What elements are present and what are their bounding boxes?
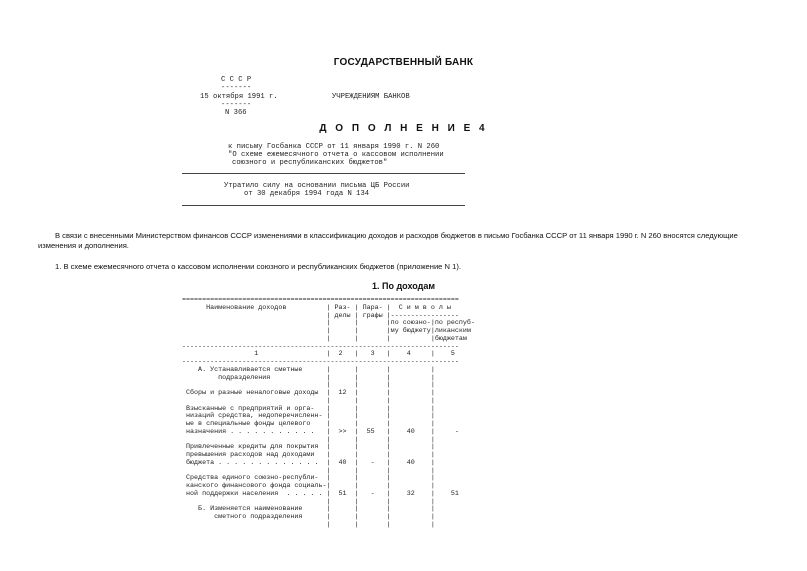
header-ussr: С С С Р xyxy=(221,76,252,84)
header-ussr-rule: ------- xyxy=(221,84,252,92)
header-date: 15 октября 1991 г. xyxy=(200,93,278,101)
table-line: | делы | графы |----------------- xyxy=(182,311,459,320)
table-line: канского финансового фонда социаль-| | | | xyxy=(182,482,435,490)
table-line: подразделения | | | | xyxy=(182,373,435,382)
reference-line-1: к письму Госбанка СССР от 11 января 1990 г. N 260 xyxy=(228,143,440,151)
table-line: Взысканные с предприятий и орга- | | | | xyxy=(182,404,435,413)
table-line: | | | | xyxy=(182,520,435,529)
table-line: | | | | xyxy=(182,381,435,390)
reference-line-2: "О схеме ежемесячного отчета о кассовом исполнении xyxy=(228,151,444,159)
table-line: | | | |бюджетам xyxy=(182,334,467,343)
reference-line-3: союзного и республиканских бюджетов" xyxy=(232,159,388,167)
divider-bottom xyxy=(182,205,465,206)
body-paragraph-2: 1. В схеме ежемесячного отчета о кассовом исполнении союзного и республиканских бюджетов (приложение N 1). xyxy=(55,262,461,271)
divider-top xyxy=(182,173,465,174)
table-line: | | | | xyxy=(182,497,435,506)
table-line: превышения расходов над доходами | | | | xyxy=(182,451,435,459)
body-paragraph-1: В связи с внесенными Министерством финансов СССР изменениями в классификацию доходов и расходов бюджетов в письмо Госбанка СССР от 11 января 1990 г. N 260 вносятся следующие изменения и дополнения. xyxy=(38,231,738,250)
table-line: сметного подразделения | | | | xyxy=(182,513,435,521)
table-line: Средства единого союзно-республи- | | | | xyxy=(182,474,435,483)
table-line: бюджета . . . . . . . . . . . . . | 40 | - | 40 | xyxy=(182,458,435,467)
header-number-rule: ------- xyxy=(221,101,252,109)
table-line: | | |по союзно-|по респуб- xyxy=(182,319,475,328)
table-line: --------------------------------------------------------------------- xyxy=(182,358,459,366)
header-number: N 366 xyxy=(225,109,247,117)
table-line: назначения . . . . . . . . . . . | >> | 55 | 40 | - xyxy=(182,427,459,436)
table-line: | | | | xyxy=(182,466,435,475)
table-line: Привлеченные кредиты для покрытия | | | | xyxy=(182,443,435,452)
income-table xyxy=(182,297,475,530)
table-line: ===================================================================== xyxy=(182,296,459,304)
table-line: ые в специальные фонды целевого | | | | xyxy=(182,420,435,428)
table-line: | | | | xyxy=(182,396,435,405)
table-line: А. Устанавливается сметные | | | | xyxy=(182,365,435,374)
table-line: ной поддержки населения . . . . . | 51 | - | 32 | 51 xyxy=(182,489,459,498)
table-line: Сборы и разные неналоговые доходы | 12 | | | xyxy=(182,389,435,397)
table-line: низаций средства, недоперечисленн- | | | | xyxy=(182,412,435,421)
table-line: Наименование доходов | Раз- | Пара- | С и м в о л ы xyxy=(182,303,451,312)
section-title: 1. По доходам xyxy=(372,281,435,291)
table-line: Б. Изменяется наименование | | | | xyxy=(182,505,435,514)
header-addressee: УЧРЕЖДЕНИЯМ БАНКОВ xyxy=(332,93,410,101)
void-note-line-2: от 30 декабря 1994 года N 134 xyxy=(244,190,370,198)
document-org-title: ГОСУДАРСТВЕННЫЙ БАНК xyxy=(333,57,474,68)
table-line: | | | | xyxy=(182,435,435,444)
table-line: 1 | 2 | 3 | 4 | 5 xyxy=(182,350,455,359)
table-line: --------------------------------------------------------------------- xyxy=(182,342,459,351)
supplement-title: Д О П О Л Н Е Н И Е 4 xyxy=(319,123,488,134)
void-note-line-1: Утратило силу на основании письма ЦБ России xyxy=(224,182,410,190)
table-line: | | |му бюджету|ликанским xyxy=(182,327,471,335)
